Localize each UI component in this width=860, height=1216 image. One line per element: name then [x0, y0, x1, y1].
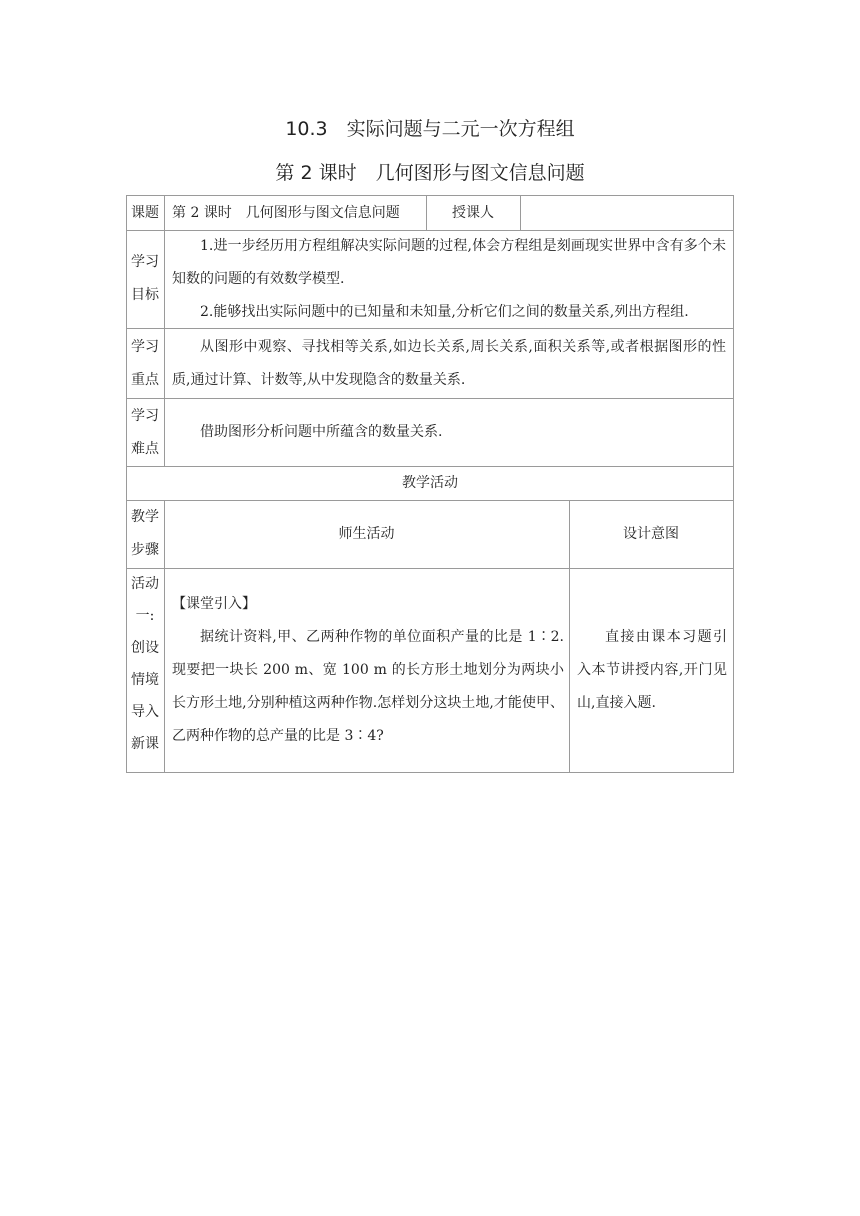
- activity1-content: 据统计资料,甲、乙两种作物的单位面积产量的比是 1∶2.现要把一块长 200 m、宽 100 m 的长方形土地划分为两块小长方形土地,分别种植这两种作物.怎样划分这块土地,才能使甲、乙两种作物的总产量的比是 3∶4?: [172, 629, 564, 744]
- table-divider: [520, 195, 521, 230]
- table-divider: [126, 466, 734, 467]
- key-points-text: 从图形中观察、寻找相等关系,如边长关系,周长关系,面积关系等,或者根据图形的性质,通过计算、计数等,从中发现隐含的数量关系.: [172, 339, 726, 388]
- teacher-student-heading: 师生活动: [338, 526, 395, 542]
- objective-item-1: 1.进一步经历用方程组解决实际问题的过程,体会方程组是刻画现实世界中含有多个未知数的问题的有效数学模型.: [172, 238, 726, 287]
- topic-value: 第 2 课时 几何图形与图文信息问题: [172, 205, 400, 221]
- objective-item-2: 2.能够找出实际问题中的已知量和未知量,分析它们之间的数量关系,列出方程组.: [200, 304, 689, 320]
- objectives-label: 学习 目标: [131, 254, 159, 303]
- table-divider: [164, 195, 165, 466]
- table-divider: [126, 568, 734, 569]
- page-title: 10.3 实际问题与二元一次方程组: [285, 118, 575, 140]
- design-intent-heading: 设计意图: [623, 526, 679, 542]
- difficulties-label: 学习 难点: [131, 408, 159, 457]
- table-border-bottom: [126, 772, 734, 773]
- activity1-label: 活动 一: 创设 情境 导入 新课: [131, 576, 159, 752]
- table-divider: [126, 500, 734, 501]
- table-border-top: [126, 195, 734, 196]
- activities-heading: 教学活动: [402, 475, 458, 491]
- activity1-section-title: 【课堂引入】: [172, 596, 256, 612]
- activity1-design-intent: 直接由课本习题引入本节讲授内容,开门见山,直接入题.: [577, 629, 727, 711]
- topic-label: 课题: [131, 205, 159, 221]
- teacher-label: 授课人: [452, 205, 494, 221]
- steps-label: 教学 步骤: [131, 509, 159, 558]
- lesson-plan-table: [126, 195, 734, 773]
- table-divider: [126, 398, 734, 399]
- page-subtitle: 第 2 课时 几何图形与图文信息问题: [275, 162, 585, 184]
- key-points-label: 学习 重点: [131, 339, 159, 388]
- difficulties-text: 借助图形分析问题中所蕴含的数量关系.: [200, 424, 443, 440]
